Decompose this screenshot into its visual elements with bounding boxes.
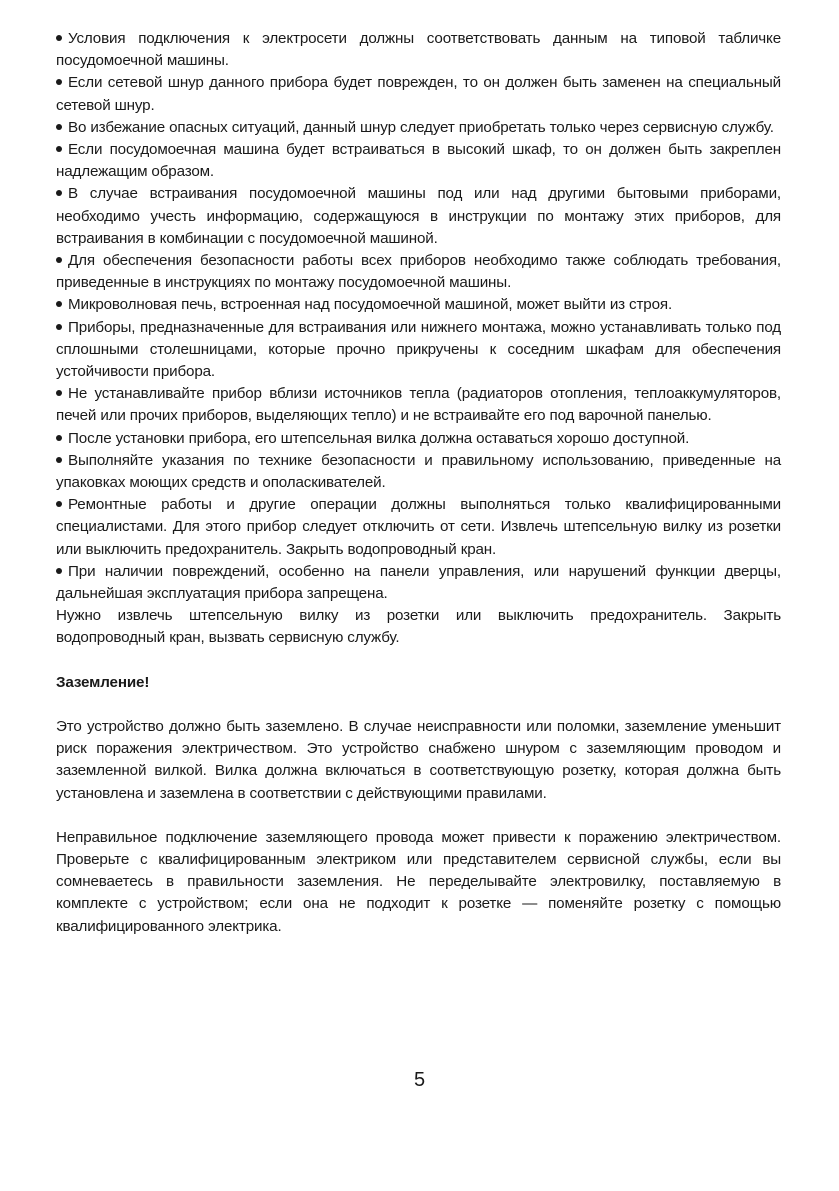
bullet-icon bbox=[56, 457, 62, 463]
after-bullets-text: Нужно извлечь штепсельную вилку из розетки или выключить предохранитель. Закрыть водопроводный кран, вызвать сервисную службу. bbox=[56, 607, 781, 647]
bullet-item: Ремонтные работы и другие операции должны выполняться только квалифицированными специалистами. Для этого прибор следует отключить от сети. Извлечь штепсельную вилку из розетки или выключить предохранитель. Закрыть водопроводный кран. bbox=[56, 496, 781, 558]
bullet-item: Во избежание опасных ситуаций, данный шнур следует приобретать только через сервисную службу. bbox=[56, 117, 781, 139]
bullet-item: После установки прибора, его штепсельная вилка должна оставаться хорошо доступной. bbox=[56, 428, 781, 450]
bullet-icon bbox=[56, 568, 62, 574]
bullet-icon bbox=[56, 257, 62, 263]
bullet-icon bbox=[56, 324, 62, 330]
bullet-icon bbox=[56, 435, 62, 441]
bullet-item: Не устанавливайте прибор вблизи источников тепла (радиаторов отопления, теплоаккумуляторов, печей или прочих приборов, выделяющих тепло) и не встраивайте его под варочной панелью. bbox=[56, 385, 781, 425]
bullet-icon bbox=[56, 35, 62, 41]
bullet-item: Выполняйте указания по технике безопасности и правильному использованию, приведенные на упаковках моющих средств и ополаскивателей. bbox=[56, 451, 781, 492]
bullet-icon bbox=[56, 390, 62, 396]
bullet-item: Микроволновая печь, встроенная над посудомоечной машиной, может выйти из строя. bbox=[56, 294, 781, 316]
bullet-icon bbox=[56, 124, 62, 130]
grounding-paragraph-2: Неправильное подключение заземляющего провода может привести к поражению электричеством. Проверьте с квалифицированным электриком или представителем сервисной службы, если вы сомневаетесь в правильности заземления. Не переделывайте электровилку, поставляемую в комплекте с устройством; если она не подходит к розетке — поменяйте розетку с помощью квалифицированного электрика. bbox=[56, 828, 781, 935]
bullet-icon bbox=[56, 501, 62, 507]
bullet-item: Для обеспечения безопасности работы всех приборов необходимо также соблюдать требования, приведенные в инструкциях по монтажу посудомоечной машины. bbox=[56, 252, 781, 292]
page-content bbox=[56, 28, 781, 938]
grounding-paragraph-1: Это устройство должно быть заземлено. В случае неисправности или поломки, заземление уменьшит риск поражения электричеством. Это устройство снабжено шнуром с заземляющим проводом и заземленной вилкой. Вилка должна включаться в соответствующую розетку, которая должна быть установлена и заземлена в соответствии с действующими правилами. bbox=[56, 717, 781, 802]
bullet-item: Приборы, предназначенные для встраивания или нижнего монтажа, можно устанавливать только под сплошными столешницами, которые прочно прикручены к соседним шкафам для обеспечения устойчивости прибора. bbox=[56, 318, 781, 381]
bullet-icon bbox=[56, 190, 62, 196]
bullet-item: Если сетевой шнур данного прибора будет поврежден, то он должен быть заменен на специальный сетевой шнур. bbox=[56, 74, 781, 114]
bullet-icon bbox=[56, 79, 62, 85]
bullet-icon bbox=[56, 301, 62, 307]
bullet-item: Если посудомоечная машина будет встраиваться в высокий шкаф, то он должен быть закреплен надлежащим образом. bbox=[56, 141, 781, 181]
bullet-icon bbox=[56, 146, 62, 152]
bullet-item: При наличии повреждений, особенно на панели управления, или нарушений функции дверцы, дальнейшая эксплуатация прибора запрещена. bbox=[56, 562, 781, 603]
page-number: 5 bbox=[413, 1069, 426, 1091]
bullet-item: Условия подключения к электросети должны соответствовать данным на типовой табличке посудомоечной машины. bbox=[56, 30, 781, 70]
grounding-heading: Заземление! bbox=[56, 673, 150, 691]
bullet-item: В случае встраивания посудомоечной машины под или над другими бытовыми приборами, необходимо учесть информацию, содержащуюся в инструкции по монтажу этих приборов, для встраивания в комбинации с посудомоечной машиной. bbox=[56, 185, 781, 247]
safety-bullet-list bbox=[56, 28, 781, 650]
